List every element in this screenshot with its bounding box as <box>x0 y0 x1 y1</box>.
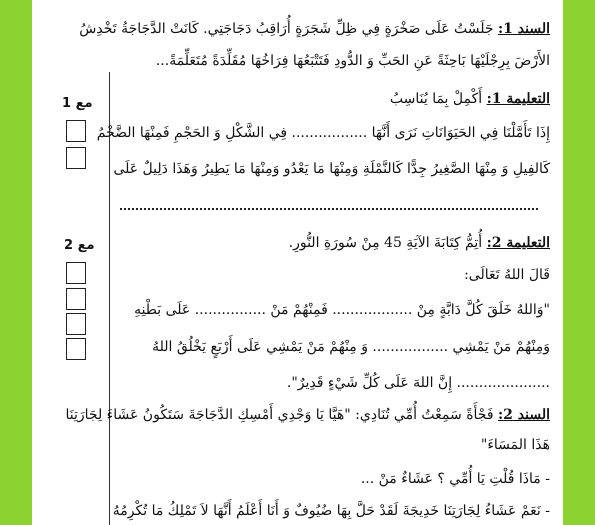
instruction-2 <box>289 234 550 252</box>
score-box[interactable] <box>66 147 86 169</box>
sanad2-line-1 <box>66 406 551 424</box>
verse-line-1: "وَاللهُ خَلَقَ كُلَّ دَابَّةٍ مِنْ .................. فَمِنْهُمْ مَنْ ................ عَلَى بَطْنِهِ <box>134 302 550 318</box>
sanad1-label: السند 1: <box>497 21 550 37</box>
sanad2-line-2: هَذَا المَسَاءَ" <box>480 437 550 453</box>
verse-line-2: وَمِنْهُمْ مَنْ يَمْشِي ................. وَ مِنْهُمْ مَنْ يَمْشِي عَلَى أَرْبَعٍ يَخْلُقُ اللهُ <box>152 339 550 355</box>
verse-line-3: ..................... إِنَّ اللهَ عَلَى كُلِّ شَيْءٍ قَدِيرٌ". <box>286 375 550 391</box>
left-green-frame <box>0 0 32 525</box>
instruction-2-label: التعليمة 2: <box>486 235 550 251</box>
score-box[interactable] <box>66 288 86 310</box>
sanad2-line-3: - مَاذَا قُلْتِ يَا أُمِّي ؟ عَشَاءٌ مَنْ ... <box>360 471 550 487</box>
score-box[interactable] <box>66 120 86 142</box>
exercise-1-line-2: كَالفِيلِ وَ مِنْهَا الصَّغِيرُ جِدًّا كَالنَّمْلَةِ وَمِنْهَا مَا يَعْدُو وَمِنْهَا مَا يَطِيرُ وَهَذَا دَلِيلٌ عَلَى <box>113 161 550 177</box>
sanad1-line-1 <box>79 20 550 38</box>
score-box[interactable] <box>66 338 86 360</box>
exercise-1-line-1: إِذَا تَأَمَّلْنَا فِي الحَيَوَانَاتِ نَرَى أَنَّهَا ................. فِي الشَّكْلِ وَ الحَجْمِ فَمِنْهَا الضَّخْمُ <box>96 125 550 141</box>
mark-label-1: مع 1 <box>62 96 93 111</box>
sanad1-line-2: الأَرْضَ بِرِجْلَيْهَا بَاحِثَةً عَنِ الحَبِّ وَ الدُّودِ فَتَتْبَعُهَا فِرَاخُهَا مُقَلِّدَةً مُتَعَلِّمَةً... <box>155 53 550 69</box>
right-green-frame <box>563 0 595 525</box>
instruction-1-label: التعليمة 1: <box>486 91 550 107</box>
instruction-2-text: أُتِمُّ كِتَابَةَ الآيَةِ 45 مِنْ سُورَةِ النُّورِ. <box>288 235 483 251</box>
sanad2-text-1: فَجْأَةً سَمِعْتُ أُمِّي تُنَادِي: "هَيَّا يَا وَجْدِي أَمْسِكِ الدَّجَاجَةَ سَتَكُونُ عَشَاءَ لِجَارَتِنَا <box>65 407 494 423</box>
mark-label-2: مع 2 <box>64 238 95 253</box>
score-box[interactable] <box>66 313 86 335</box>
sanad2-label: السند 2: <box>497 407 550 423</box>
instruction-1 <box>390 90 550 108</box>
instruction-1-text: أَكْمِلْ بِمَا يُنَاسِبُ <box>389 91 483 107</box>
verse-intro: قَالَ اللهُ تَعَالَى: <box>464 267 550 283</box>
answer-dotted-line[interactable] <box>120 208 538 210</box>
sanad2-line-4: - نَعَمْ عَشَاءُ لِجَارَتِنَا خَدِيجَةَ لَقَدْ حَلَّ بِهَا ضُيُوفٌ وَ أَنَا أَعْلَمُ أَنَّهَا لاَ تَمْلِكُ مَا تُكْرِمُهُ <box>112 503 550 519</box>
worksheet-page <box>38 0 560 525</box>
sanad1-text-1: جَلَسْتُ عَلَى صَخْرَةٍ فِي ظِلِّ شَجَرَةٍ أُرَاقِبُ دَجَاجَتِي. كَانَتْ الدَّجَاجَةُ تَخْدِشُ <box>79 21 494 37</box>
score-box[interactable] <box>66 262 86 284</box>
